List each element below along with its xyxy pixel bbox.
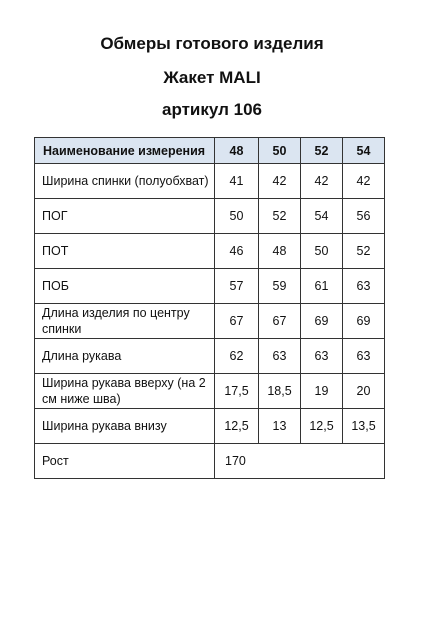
measurement-name: ПОБ [35,269,215,304]
measurement-value: 12,5 [215,409,259,444]
table-row [35,269,385,304]
column-header-measurement: Наименование измерения [35,138,215,164]
measurement-value: 56 [343,199,385,234]
measurement-value: 18,5 [259,374,301,409]
measurement-value: 20 [343,374,385,409]
measurement-value: 48 [259,234,301,269]
measurement-value: 12,5 [301,409,343,444]
measurement-value: 69 [301,304,343,339]
measurement-value: 57 [215,269,259,304]
table-row [35,304,385,339]
measurement-value: 42 [259,164,301,199]
measurement-value: 54 [301,199,343,234]
table-header-row [35,138,385,164]
table-row [35,234,385,269]
measurement-value: 61 [301,269,343,304]
measurement-value: 63 [343,339,385,374]
document-title: Обмеры готового изделия [100,34,324,53]
measurement-value: 46 [215,234,259,269]
table-row [35,199,385,234]
measurement-value: 42 [343,164,385,199]
measurement-value: 59 [259,269,301,304]
column-header-size: 48 [215,138,259,164]
article-number: артикул 106 [161,100,263,119]
measurement-value: 62 [215,339,259,374]
measurement-value: 63 [343,269,385,304]
measurement-value: 17,5 [215,374,259,409]
measurement-value: 19 [301,374,343,409]
product-name: Жакет MALI [163,68,261,87]
measurement-name: Длина рукава [35,339,215,374]
table-row [35,409,385,444]
table-row [35,339,385,374]
column-header-size: 52 [301,138,343,164]
growth-value: 170 [215,444,385,479]
column-header-size: 54 [343,138,385,164]
measurement-value: 13 [259,409,301,444]
table-row-growth [35,444,385,479]
measurement-value: 41 [215,164,259,199]
column-header-size: 50 [259,138,301,164]
measurement-name: Ширина рукава внизу [35,409,215,444]
table-row [35,374,385,409]
measurement-value: 67 [215,304,259,339]
measurement-value: 50 [215,199,259,234]
measurement-value: 42 [301,164,343,199]
measurement-name: ПОГ [35,199,215,234]
measurement-name: Ширина рукава вверху (на 2 см ниже шва) [35,374,215,409]
measurement-name: ПОТ [35,234,215,269]
measurement-value: 67 [259,304,301,339]
measurements-table [34,137,385,479]
table-row [35,164,385,199]
measurement-value: 52 [259,199,301,234]
measurement-name: Длина изделия по центру спинки [35,304,215,339]
measurement-value: 63 [259,339,301,374]
measurement-value: 63 [301,339,343,374]
growth-label: Рост [35,444,215,479]
measurement-name: Ширина спинки (полуобхват) [35,164,215,199]
measurement-value: 13,5 [343,409,385,444]
measurement-value: 69 [343,304,385,339]
measurement-value: 50 [301,234,343,269]
measurement-value: 52 [343,234,385,269]
